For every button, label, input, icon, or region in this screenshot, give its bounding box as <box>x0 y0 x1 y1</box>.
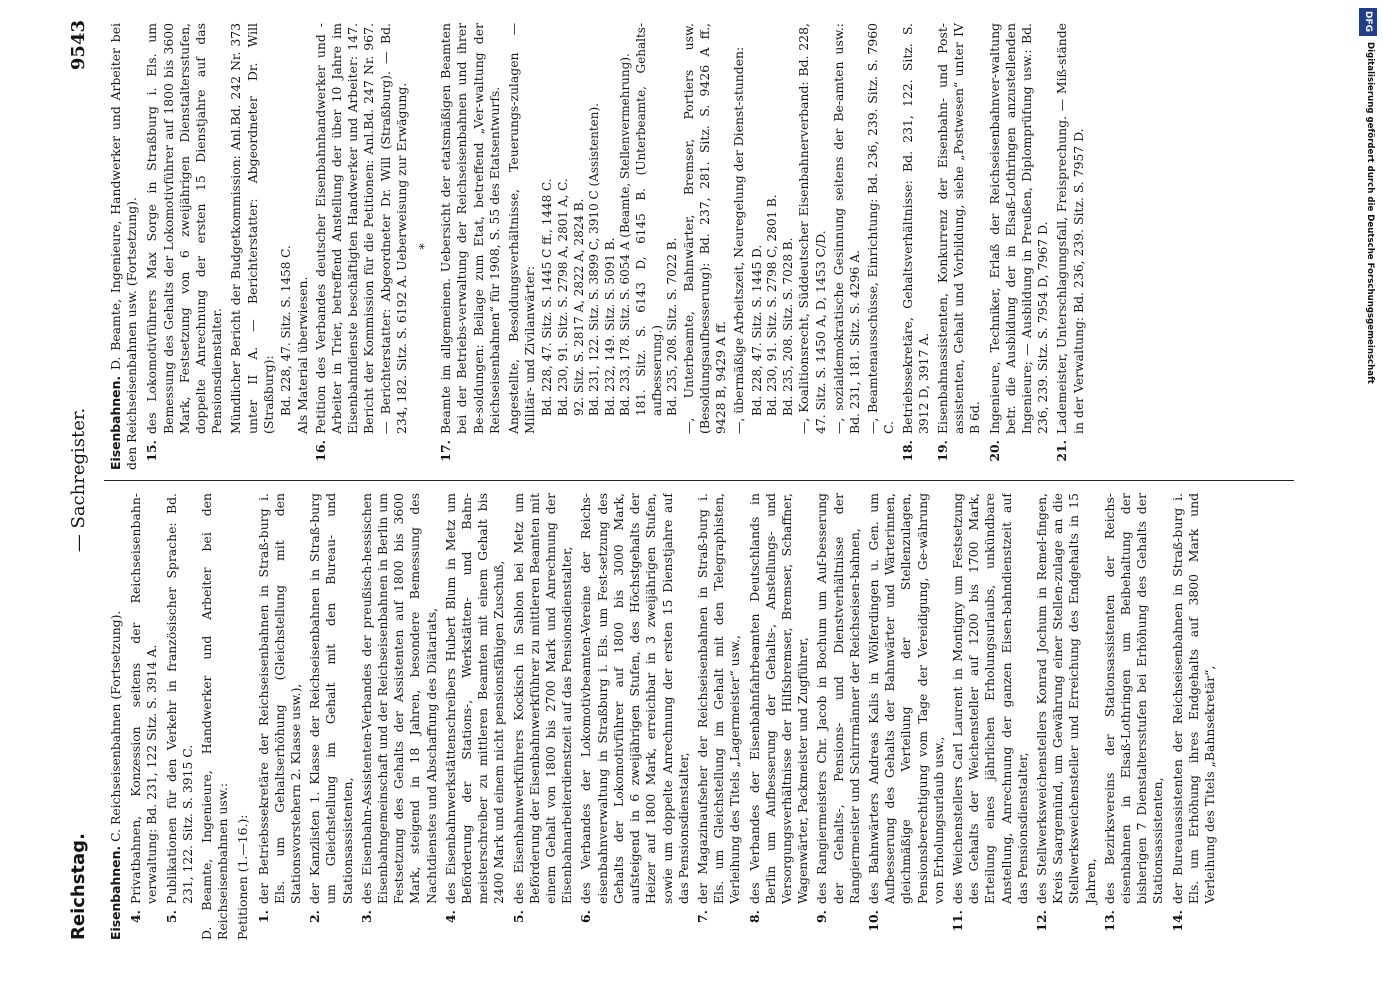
index-entry <box>1170 493 1219 940</box>
entry-number: 4. <box>128 910 144 923</box>
reference-line: 181. Sitz. S. 6143 D, 6145 B. (Unterbeamte, Gehalts-aufbesserung.) <box>634 23 664 416</box>
entry-text: der Bureauassistenten der Reichseisenbahnen in Straß-burg i. Els. um Erhöhung ihres Endgehalts auf 3800 Mark und Verleihung des Titels „Bahnsekretär“, <box>1169 493 1217 904</box>
header-center: — Sachregister. <box>68 407 89 553</box>
reference-line: —, übermäßige Arbeitszeit, Neuregelung der Dienst-stunden: <box>731 46 747 434</box>
section-keyword: Eisenbahnen. <box>108 375 123 470</box>
reference-line: Bd. 230, 91. Sitz. S. 2798 C, 2801 B. <box>765 194 780 416</box>
page-number: 9543 <box>68 20 89 71</box>
reference-line: Bd. 231, 122. Sitz. S. 3899 C, 3910 C (Assistenten). <box>587 103 602 416</box>
entry-text: des Stellwerksweichenstellers Konrad Jochum in Remel-fingen, Kreis Saargemünd, um Gewährung einer Stellen-zulage an die Stellwerksweichensteller und Erreichung des Endgehalts in 15 Jahren, <box>1033 493 1098 904</box>
index-entry <box>359 493 440 940</box>
entry-list <box>900 23 1087 470</box>
entry-number: 19. <box>935 440 951 462</box>
reference-line: Als Material überwiesen. <box>294 276 310 434</box>
reference-line: Bd. 235, 208. Sitz. S. 7022 B. <box>665 237 680 416</box>
entry-number: 5. <box>510 910 526 923</box>
entry-text: Publikationen für den Verkehr in französischer Sprache: Bd. 231, 122. Sitz. S. 3915 C. <box>163 493 195 904</box>
entry-list <box>256 493 1219 940</box>
reference-line: —, Beamtenausschüsse, Einrichtung: Bd. 236, 239. Sitz. S. 7960 C. <box>865 23 897 434</box>
entry-number: 20. <box>986 440 1002 462</box>
entry-text: Ingenieure, Techniker, Erlaß der Reichseisenbahnver-waltung betr. die Ausbildung der in Elsaß-Lothringen anzustellenden Ingenieure; — Ausbildung in Preußen, Diplomprüfung usw.: Bd. 236, 239. Sitz. S. 7954 D, 7967 D. <box>986 23 1051 434</box>
index-entry <box>950 493 1031 940</box>
entry-text: Betriebssekretäre, Gehaltsverhältnisse: Bd. 231, 122. Sitz. S. 3912 D, 3917 A. <box>899 23 931 434</box>
entry-list <box>438 23 503 470</box>
entry-number: 7. <box>694 910 710 923</box>
left-column <box>108 493 1298 940</box>
entry-number: 13. <box>1101 910 1117 932</box>
entry-text: Privatbahnen, Konzession seitens der Reichseisenbahn-verwaltung: Bd. 231, 122 Sitz. S. 3914 A. <box>128 493 160 904</box>
index-entry <box>900 23 932 470</box>
entry-number: 15. <box>144 440 160 462</box>
index-entry <box>1054 23 1086 470</box>
index-entry <box>814 493 863 940</box>
reference-line: Bd. 232, 149. Sitz. S. 5091 B. <box>602 237 617 416</box>
reference-line: Bd. 235, 208. Sitz. S. 7028 B. <box>780 237 795 416</box>
index-entry <box>438 23 503 470</box>
index-entry <box>695 493 744 940</box>
entry-number: 9. <box>814 910 830 923</box>
index-entry <box>443 493 508 940</box>
reference-line: Bd. 230, 91. Sitz. S. 2798 A, 2801 A, C. <box>556 178 571 416</box>
funding-note: Digitalisierung gefördert durch die Deutsche Forschungsgemeinschaft <box>1365 42 1375 384</box>
right-column <box>108 23 1298 470</box>
column-divider <box>104 480 1294 481</box>
entry-number: 8. <box>746 910 762 923</box>
digitization-sidebar <box>1353 8 1377 998</box>
entry-text: der Magazinaufseher der Reichseisenbahnen in Straß-burg i. Els. um Gleichstellung im Gehalt mit den Telegraphisten, Verleihung des Titels „Lagermeister“ usw., <box>694 493 743 904</box>
index-entry <box>866 493 947 940</box>
separator-star: * <box>416 243 432 250</box>
section-title: D. Beamte, Ingenieure, Handwerker und Arbeiter bei den Reichseisenbahnen usw. (Fortsetzung). <box>108 23 140 470</box>
reference-line: Bd. 233, 178. Sitz. S. 6054 A (Beamte, Stellenvermehrung). <box>618 53 633 416</box>
entry-number: 4. <box>442 910 458 923</box>
entry-number: 11. <box>949 910 965 932</box>
index-entry <box>307 493 356 940</box>
text-list <box>228 23 310 470</box>
reference-line: Angestellte, Besoldungsverhältnisse, Teuerungs-zulagen — Militär- und Zivilanwärter: <box>506 23 538 434</box>
index-entry <box>987 23 1052 470</box>
section-keyword: Eisenbahnen. <box>108 845 123 940</box>
reference-line: Bd. 228, 47. Sitz. S. 1458 C. <box>279 245 294 416</box>
index-entry <box>1102 493 1167 940</box>
entry-number: 1. <box>255 910 271 923</box>
entry-number: 17. <box>438 440 454 462</box>
entry-text: des Verbandes der Lokomotivbeamten-Vereine der Reichs-eisenbahnverwaltung in Straßburg i. Els. um Fest-setzung des Gehalts der Lokomotivführer auf 1800 bis 3000 Mark, aufsteigend in 6 zweijährigen Stufen, des Höchstgehalts der Heizer auf 1800 Mark, erreichbar in 3 zweijährigen Stufen, sowie um doppelte Anrechnung der ersten 15 Dienstjahre auf das Pensionsdienstalter, <box>578 493 691 904</box>
reference-line: Bd. 228, 47. Sitz. S. 1445 D. <box>749 244 764 416</box>
reference-line: Bd. 228, 47. Sitz. S. 1445 C ff., 1448 C. <box>540 178 555 416</box>
entry-number: 3. <box>358 910 374 923</box>
entry-text: des Verbandes der Eisenbahnfahrbeamten Deutschlands in Berlin um Aufbesserung der Gehalts-, Anstellungs- und Versorgungsverhältnisse der Hilfsbremser, Bremser, Schaffner, Wagenwärter, Packmeister und Zugführer, <box>746 493 811 904</box>
entry-text: der Betriebssekretäre der Reichseisenbahnen in Straß-burg i. Els. um Gehaltserhöhung (Gleichstellung mit den Stationsvorstehern 2. Klasse usw.), <box>255 493 304 904</box>
section-continuation <box>108 493 124 940</box>
entry-number: 18. <box>899 440 915 462</box>
entry-number: 10. <box>865 910 881 932</box>
index-entry <box>511 493 576 940</box>
index-entry <box>164 493 196 940</box>
page-header <box>64 20 98 940</box>
index-entry <box>935 23 984 470</box>
entry-text: des Eisenbahn-Assistenten-Verbandes der preußisch-hessischen Eisenbahngemeinschaft und der Reichseisenbahnen in Berlin um Festsetzung des Gehalts der Assistenten auf 1800 bis 3600 Mark, steigend in 18 Jahren, besondere Bemessung des Nachtdienstes und Abschaffung des Diätariats, <box>358 493 439 904</box>
header-left: Reichstag. <box>68 833 89 940</box>
entry-text: Beamte im allgemeinen. Uebersicht der etatsmäßigen Beamten bei der Betriebs-verwaltung der Reichseisenbahnen und ihrer Be-soldungen: Beilage zum Etat, betreffend „Ver-waltung der Reichseisenbahnen“ für 1908, S. 55 des Etatsentwurfs. <box>438 23 502 434</box>
entry-text: des Lokomotivführers Max Sorge in Straßburg i. Els. um Bemessung des Gehalts der Lokomotivführer auf 1800 bis 3600 Mark, Festsetzung von 6 zweijährigen Dienstaltersstufen, doppelte Anrechnung der ersten 15 Dienstjahre auf das Pensionsdienstalter. <box>144 23 225 434</box>
entry-text: des Bezirksvereins der Stationsassistenten der Reichs-eisenbahnen in Elsaß-Lothringen um Beibehaltung der bisherigen 7 Dienstaltersstufen bei Erhöhung des Gehalts der Stationsassistenten, <box>1101 493 1166 904</box>
reference-line: 92. Sitz. S. 2817 A, 2822 A, 2824 B. <box>571 198 586 416</box>
entry-number: 2. <box>307 910 323 923</box>
section-continuation <box>108 23 140 470</box>
index-entry <box>313 23 410 470</box>
reference-line: —, Unterbeamte, Bahnwärter, Bremser, Portiers usw. (Besoldungsaufbesserung): Bd. 237, 281. Sitz. S. 9426 A ff., 9428 B, 9429 A ff. <box>680 23 729 434</box>
entry-list <box>128 493 196 940</box>
rotated-page <box>64 20 1299 940</box>
entry-number: 21. <box>1054 440 1070 462</box>
entry-number: 16. <box>312 440 328 462</box>
entry-number: 5. <box>163 910 179 923</box>
index-entry <box>578 493 691 940</box>
entry-text: des Eisenbahnwerkstättenschreibers Hubert Blum in Metz um Beförderung der Stations-, Werkstätten- und Bahn-meisterschreiber zu mittleren Beamten mit einem Gehalt bis 2400 Mark und einem nicht pensionsfähigen Zuschuß, <box>442 493 507 904</box>
entry-text: des Rangiermeisters Chr. Jacob in Bochum um Auf-besserung der Gehalts-, Pensions- und Dienstverhältnisse der Rangiermeister und Schirrmänner der Reichseisen-bahnen, <box>814 493 862 904</box>
section-heading: D. Beamte, Ingenieure, Handwerker und Arbeiter bei den Reichseisenbahnen usw.: <box>199 493 231 940</box>
index-entry <box>1034 493 1099 940</box>
index-entry <box>144 23 225 470</box>
dfg-logo: DFG <box>1359 8 1377 36</box>
reference-line: —, sozialdemokratische Gesinnung seitens der Be-amten usw.: Bd. 231, 181. Sitz. S. 4296 A. <box>830 23 863 434</box>
entry-text: Eisenbahnassistenten, Konkurrenz der Eisenbahn- und Post-assistenten, Gehalt und Vorbildung, siehe „Postwesen“ unter IV B 6d. <box>935 23 983 434</box>
index-entry <box>128 493 160 940</box>
index-entry <box>747 493 812 940</box>
petitions-heading: Petitionen (1.—16.): <box>235 814 251 940</box>
entry-number: 12. <box>1033 910 1049 932</box>
entry-text: des Bahnwärters Andreas Kalis in Wölferdingen u. Gen. um Aufbesserung des Gehalts der Bahnwärter und Wärterinnen, gleichmäßige Verteilung der Stellenzulagen, Pensionsberechtigung vom Tage der Vereidigung, Ge-währung von Erholungsurlaub usw., <box>865 493 946 904</box>
text-list <box>506 23 898 470</box>
entry-number: 6. <box>578 910 594 923</box>
entry-list <box>144 23 225 470</box>
reference-line: Mündlicher Bericht der Budgetkommission: Anl.Bd. 242 Nr. 373 unter II A. — Berichterstatter: Abgeordneter Dr. Will (Straßburg): <box>228 23 276 434</box>
entry-number: 14. <box>1169 910 1185 932</box>
entry-list <box>313 23 410 470</box>
index-entry <box>256 493 305 940</box>
section-title: C. Reichseisenbahnen (Fortsetzung). <box>108 610 123 842</box>
reference-line: —, Koalitionsrecht, Süddeutscher Eisenbahnerverband: Bd. 228, 47. Sitz. S. 1450 A, D, 1453 C/D. <box>796 23 828 434</box>
entry-text: Petition des Verbandes deutscher Eisenbahnhandwerker und -Arbeiter in Trier, betreffend Anstellung der über 10 Jahre im Eisenbahndienste beschäftigten Handwerker und Arbeiter: 147. Bericht der Kommission für die Petitionen: Anl.Bd. 247 Nr. 967. — Berichterstatter: Abgeordneter Dr. Will (Straßburg). — Bd. 234, 182. Sitz. S. 6192 A. Ueberweisung zur Erwägung. <box>312 23 409 434</box>
entry-text: des Eisenbahnwerkführers Kockisch in Sablon bei Metz um Beförderung der Eisenbahnwerkführer zu mittleren Beamten mit einem Gehalt von 1800 bis 2700 Mark und Anrechnung der Eisenbahnarbeiterdienstzeit auf das Pensionsdienstalter, <box>510 493 575 904</box>
entry-text: des Weichenstellers Carl Laurent in Montigny um Festsetzung des Gehalts der Weichensteller auf 1200 bis 1700 Mark, Erteilung eines jährlichen Erholungsurlaubs, unkündbare Anstellung, Anrechnung der ganzen Eisen-bahndienstzeit auf das Pensionsdienstalter, <box>949 493 1030 904</box>
entry-text: der Kanzlisten 1. Klasse der Reichseisenbahnen in Straß-burg um Gleichstellung im Gehalt mit den Bureau- und Stationsassistenten, <box>307 493 355 904</box>
entry-text: Lademeister, Unterschlagungsfall, Freisprechung. — Miß-stände in der Verwaltung: Bd. 236, 239. Sitz. S. 7957 D. <box>1054 23 1086 434</box>
